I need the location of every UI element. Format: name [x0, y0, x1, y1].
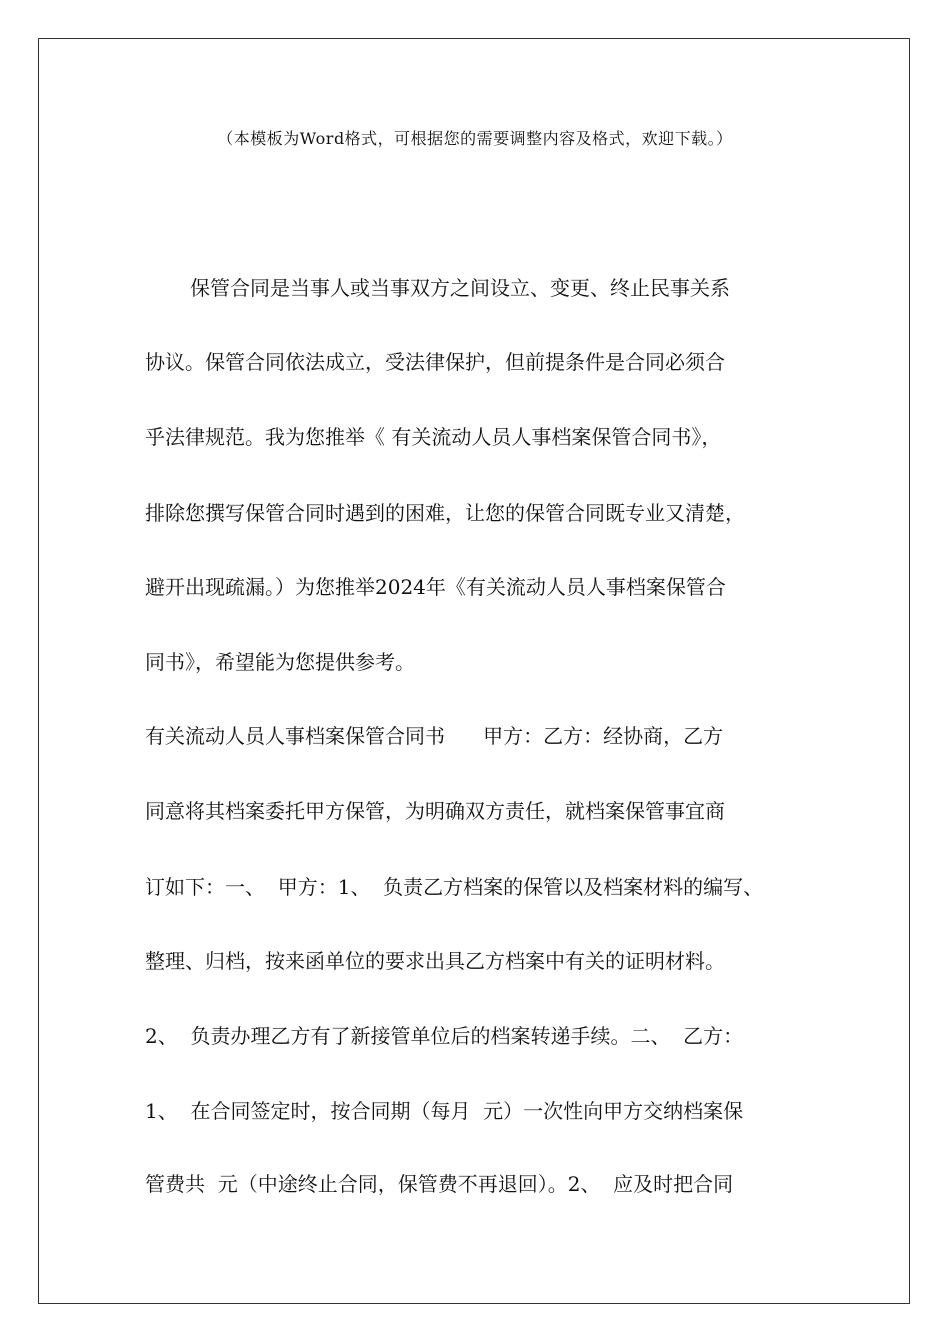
paragraph-line-1: 保管合同是当事人或当事双方之间设立、变更、终止民事关系 — [190, 276, 730, 300]
contract-title-line: 有关流动人员人事档案保管合同书 甲方：乙方：经协商，乙方 — [145, 724, 724, 748]
paragraph-line-6: 同书》，希望能为您提供参考。 — [145, 650, 415, 674]
contract-line-3: 订如下：一、 甲方：1、 负责乙方档案的保管以及档案材料的编写、 — [145, 875, 764, 899]
contract-line-5: 2、 负责办理乙方有了新接管单位后的档案转递手续。二、 乙方： — [145, 1024, 744, 1048]
paragraph-line-3: 乎法律规范。我为您推举《 有关流动人员人事档案保管合同书》， — [145, 425, 722, 449]
paragraph-line-2: 协议。保管合同依法成立，受法律保护，但前提条件是合同必须合 — [145, 350, 725, 374]
contract-line-4: 整理、归档，按来函单位的要求出具乙方档案中有关的证明材料。 — [145, 949, 725, 973]
template-note: （本模板为Word格式，可根据您的需要调整内容及格式，欢迎下载。） — [217, 129, 733, 148]
contract-line-6: 1、 在合同签定时，按合同期（每月 元）一次性向甲方交纳档案保 — [145, 1099, 744, 1123]
paragraph-line-5: 避开出现疏漏。）为您推举2024年《有关流动人员人事档案保管合 — [145, 575, 726, 599]
paragraph-line-4: 排除您撰写保管合同时遇到的困难，让您的保管合同既专业又清楚， — [145, 501, 745, 525]
contract-line-2: 同意将其档案委托甲方保管，为明确双方责任，就档案保管事宜商 — [145, 799, 725, 823]
contract-line-7: 管费共 元（中途终止合同，保管费不再退回）。2、 应及时把合同 — [145, 1172, 734, 1196]
